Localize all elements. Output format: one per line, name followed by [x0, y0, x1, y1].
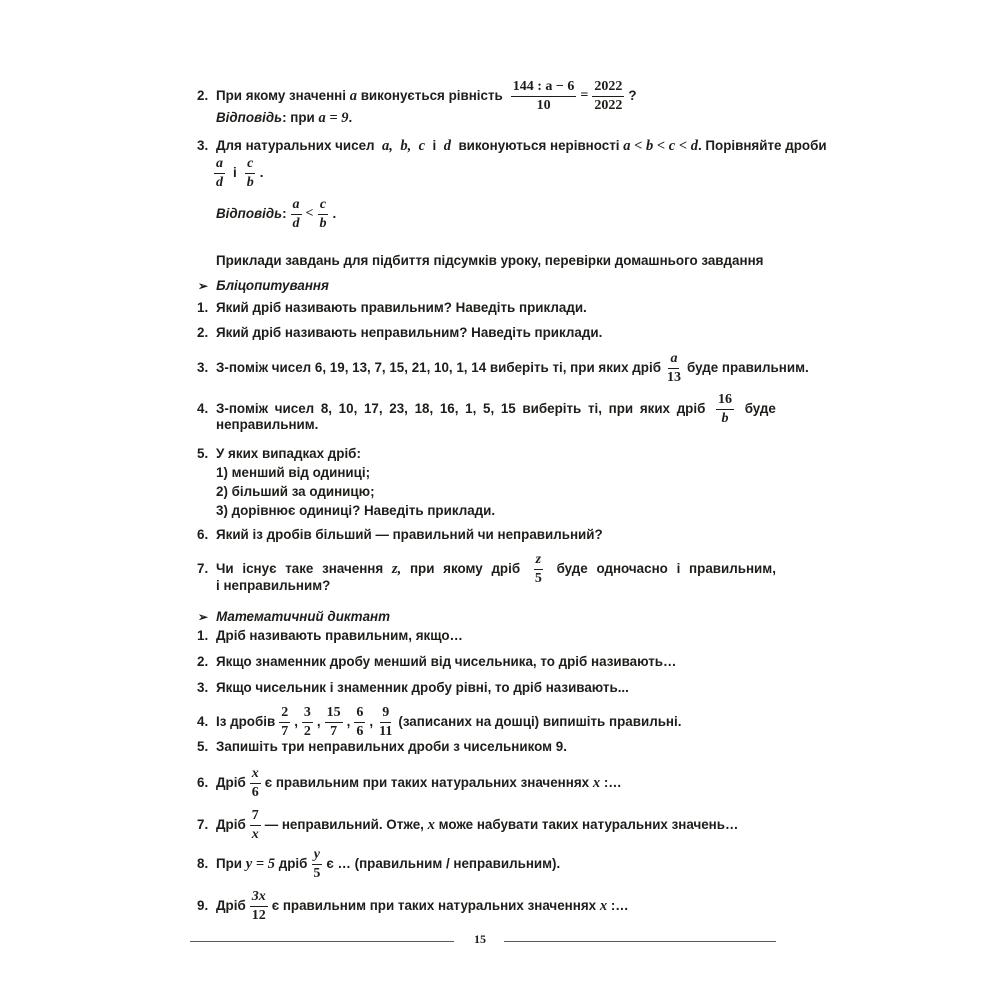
dictation-d4: 4. Із дробів $\frac{2}{7}$ , $\frac{3}{2}$ , $\frac{15}{7}$ , $\frac{6}{6}$ , $\frac{9}{11}$ (записаних на дошці) випишіть правильні. [197, 704, 682, 739]
fraction: $\frac{c}{b}$ [319, 196, 327, 231]
section-heading: Приклади завдань для підбиття підсумків уроку, перевірки домашнього завдання [216, 253, 764, 268]
dictation-d6: 6. Дріб $\frac{x}{6}$ є правильним при таких натуральних значеннях x :… [0, 762, 1000, 804]
blitz-q5-item: 1) менший від одиниці; [216, 465, 371, 480]
dictation-title: ➢ Математичний диктант [0, 606, 1000, 628]
blitz-q7: 7. Чи існує таке значення z, при якому дріб $\frac{z}{5}$ буде одночасно і правильним, [0, 548, 1000, 590]
fraction: $\frac{15}{7}$ [326, 704, 341, 739]
variable: a [349, 88, 357, 104]
problem-text: виконується рівність [360, 88, 503, 103]
fraction: $\frac{c}{b}$ [246, 155, 254, 190]
variable: x [427, 817, 435, 833]
fraction: $\frac{16}{b}$ [718, 391, 733, 426]
blitz-title: ➢ Бліцопитування [0, 275, 1000, 297]
math-expression: y = 5 [245, 856, 275, 872]
fraction: $\frac{x}{6}$ [251, 765, 259, 800]
variable: z, [391, 561, 402, 577]
fraction: $\frac{a}{d}$ [292, 196, 300, 231]
footer-rule-left [190, 941, 454, 942]
fraction: $\frac{6}{6}$ [356, 704, 364, 739]
fraction: $\frac{3}{2}$ [303, 704, 311, 739]
blitz-q5: 5. У яких випадках дріб: [197, 446, 361, 461]
dictation-d9: 9. Дріб $\frac{3x}{12}$ є правильним при таких натуральних значеннях x :… [0, 885, 1000, 927]
answer-label: Відповідь [216, 206, 283, 221]
variable: d [443, 138, 451, 154]
fraction: $\frac{2}{7}$ [281, 704, 289, 739]
dictation-d3: 3. Якщо чисельник і знаменник дробу рівні, то дріб називають... [197, 680, 629, 695]
variable: x [592, 775, 601, 791]
dictation-d1: 1. Дріб називають правильним, якщо… [197, 628, 463, 643]
problem-number: 2. [197, 88, 209, 103]
fraction: $\frac{a}{13}$ [666, 350, 681, 385]
answer-math: a = 9 [318, 110, 349, 126]
problem-text: При якому значенні [216, 88, 346, 103]
fraction: $\frac{7}{x}$ [251, 807, 259, 842]
blitz-q6: 6. Який із дробів більший — правильний чи неправильний? [197, 527, 603, 542]
bullet-arrow-icon: ➢ [198, 279, 209, 293]
dictation-d5: 5. Запишіть три неправильних дроби з чисельником 9. [197, 739, 567, 754]
problem-3-fractions: $\frac{a}{d}$ і $\frac{c}{b}$ . [216, 155, 264, 190]
variable: c [418, 138, 426, 154]
problem-3: 3. Для натуральних чисел a, b, c і d виконуються нерівності a < b < c < d . Порівняйте дроби [0, 135, 1000, 157]
fraction: $\frac{2022}{2022}$ [594, 78, 623, 113]
variable: b, [400, 138, 412, 154]
fraction: $\frac{z}{5}$ [534, 551, 542, 586]
variable: a, [382, 138, 393, 154]
dictation-d7: 7. Дріб $\frac{7}{x}$ — неправильний. Отже, x може набувати таких натуральних значень… [0, 804, 1000, 846]
fraction: $\frac{y}{5}$ [313, 846, 321, 881]
variable: x [599, 898, 608, 914]
fraction: $\frac{a}{d}$ [216, 155, 223, 190]
blitz-q4-line2: неправильним. [216, 417, 319, 432]
blitz-q2: 2. Який дріб називають неправильним? Наведіть приклади. [197, 325, 603, 340]
inequality: a < b < c < d [623, 138, 698, 154]
blitz-q1: 1. Який дріб називають правильним? Наведіть приклади. [197, 300, 587, 315]
fraction: $\frac{144 : a - 6}{10}$ [512, 78, 575, 113]
dictation-d8: 8. При y = 5 дріб $\frac{y}{5}$ є … (правильним / неправильним). [0, 843, 1000, 885]
fraction: $\frac{3x}{12}$ [251, 888, 266, 923]
problem-2-answer: Відповідь : при a = 9 . [0, 107, 1000, 129]
blitz-q5-item: 3) дорівнює одиниці? Наведіть приклади. [216, 503, 496, 518]
bullet-arrow-icon: ➢ [198, 610, 209, 624]
blitz-q4: 4. З-поміж чисел 8, 10, 17, 23, 18, 16, 1, 5, 15 виберіть ті, при яких дріб $\frac{16}{b}$ буде [197, 391, 776, 426]
blitz-q5-item: 2) більший за одиницю; [216, 484, 375, 499]
blitz-q7-line2: і неправильним? [216, 578, 331, 593]
problem-3-answer: Відповідь : $\frac{a}{d}$ < $\frac{c}{b}$ . [0, 193, 1000, 235]
fraction: $\frac{9}{11}$ [379, 704, 393, 739]
blitz-q3: 3. З-поміж чисел 6, 19, 13, 7, 15, 21, 10, 1, 14 виберіть ті, при яких дріб $\frac{a}{13}$ буде правильним. [197, 350, 809, 385]
problem-2: 2. При якому значенні a виконується рівність $\frac{144 : a - 6}{10}$ = $\frac{2022}{2022}$ ? [0, 75, 1000, 117]
footer-rule-right [504, 941, 776, 942]
answer-label: Відповідь [216, 110, 283, 125]
dictation-d2: 2. Якщо знаменник дробу менший від чисельника, то дріб називають… [197, 654, 677, 669]
page-number: 15 [474, 932, 486, 946]
problem-number: 3. [197, 138, 209, 153]
